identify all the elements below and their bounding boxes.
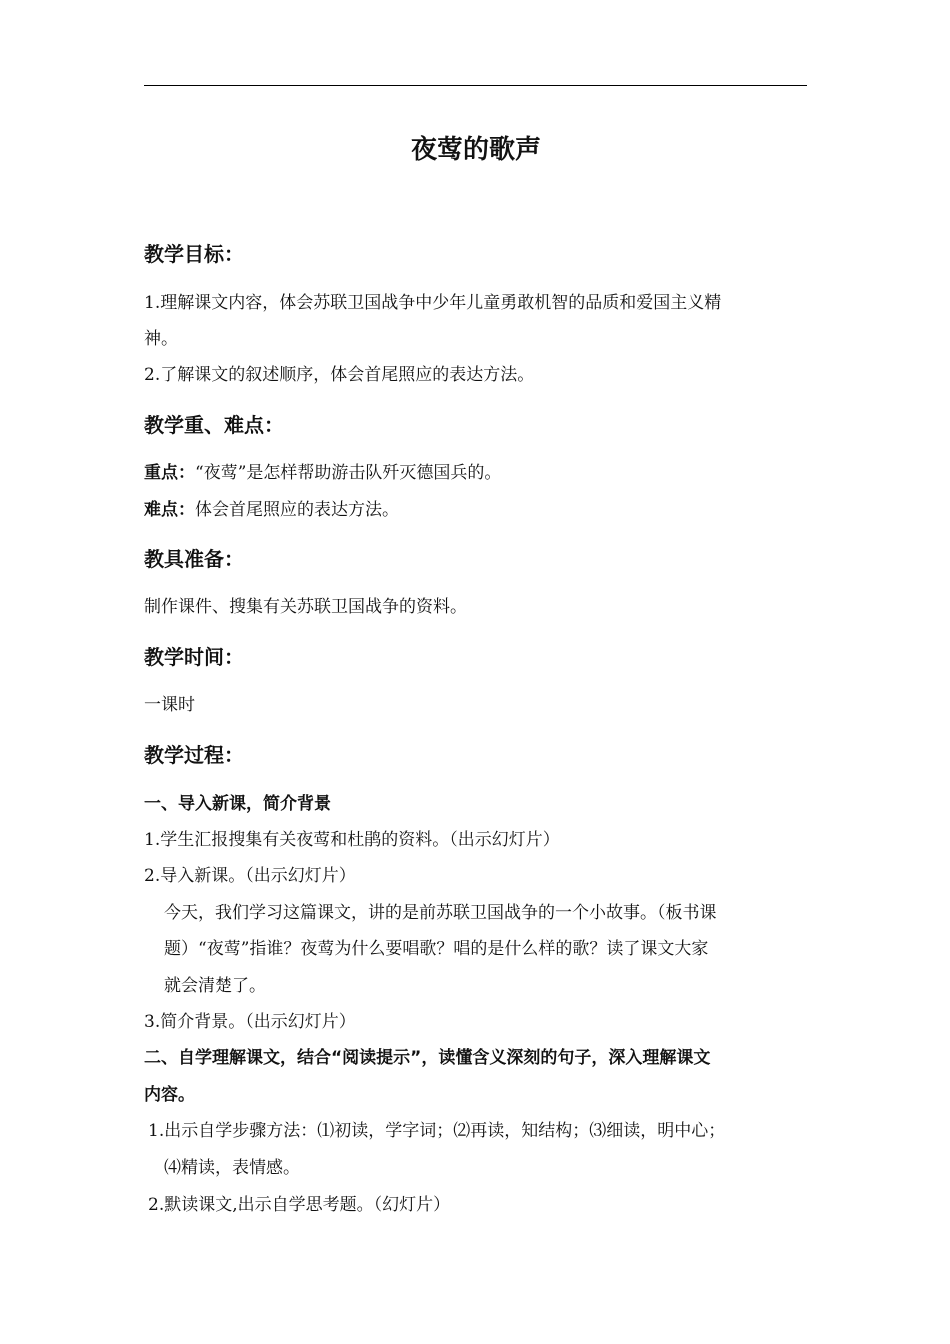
- heading-process: 教学过程：: [144, 743, 244, 767]
- heading-focus: 教学重、难点：: [144, 413, 284, 437]
- goal-line-1: 1.理解课文内容，体会苏联卫国战争中少年儿童勇敢机智的品质和爱国主义精: [144, 293, 722, 313]
- key-point-text: “夜莺”是怎样帮助游击队歼灭德国兵的。: [195, 463, 502, 483]
- part1-paragraph-line-2: 题）“夜莺”指谁？夜莺为什么要唱歌？唱的是什么样的歌？读了课文大家: [164, 939, 709, 959]
- heading-time: 教学时间：: [144, 645, 244, 669]
- hard-point-label: 难点：: [144, 500, 195, 520]
- part1-paragraph-line-1: 今天，我们学习这篇课文，讲的是前苏联卫国战争的一个小故事。（板书课: [164, 903, 717, 923]
- tools-text: 制作课件、搜集有关苏联卫国战争的资料。: [144, 597, 467, 617]
- part2-item-1-line-2: ⑷精读，表情感。: [164, 1158, 300, 1178]
- heading-tools: 教具准备：: [144, 547, 244, 571]
- goal-line-2: 2.了解课文的叙述顺序，体会首尾照应的表达方法。: [144, 365, 535, 385]
- part1-item-1: 1.学生汇报搜集有关夜莺和杜鹃的资料。（出示幻灯片）: [144, 830, 560, 850]
- hard-point: [144, 492, 399, 528]
- time-text: 一课时: [144, 695, 195, 715]
- hard-point-text: 体会首尾照应的表达方法。: [195, 500, 399, 520]
- heading-goals: 教学目标：: [144, 242, 244, 266]
- part2-heading-line-2: 内容。: [144, 1085, 195, 1105]
- document-title: 夜莺的歌声: [410, 135, 541, 165]
- key-point-label: 重点：: [144, 463, 195, 483]
- part1-item-2: 2.导入新课。（出示幻灯片）: [144, 866, 356, 886]
- goal-line-1-cont: 神。: [144, 329, 178, 349]
- part1-paragraph-line-3: 就会清楚了。: [164, 976, 266, 996]
- part1-heading: 一、导入新课，简介背景: [144, 794, 331, 814]
- part2-item-1-line-1: 1.出示自学步骤方法：⑴初读，学字词；⑵再读，知结构；⑶细读，明中心；: [148, 1121, 726, 1141]
- key-point: [144, 455, 501, 491]
- part1-item-3: 3.简介背景。（出示幻灯片）: [144, 1012, 356, 1032]
- header-rule: [144, 85, 807, 86]
- part2-heading-line-1: 二、自学理解课文，结合“阅读提示”，读懂含义深刻的句子，深入理解课文: [144, 1048, 711, 1068]
- part2-item-2: 2.默读课文,出示自学思考题。（幻灯片）: [148, 1195, 451, 1215]
